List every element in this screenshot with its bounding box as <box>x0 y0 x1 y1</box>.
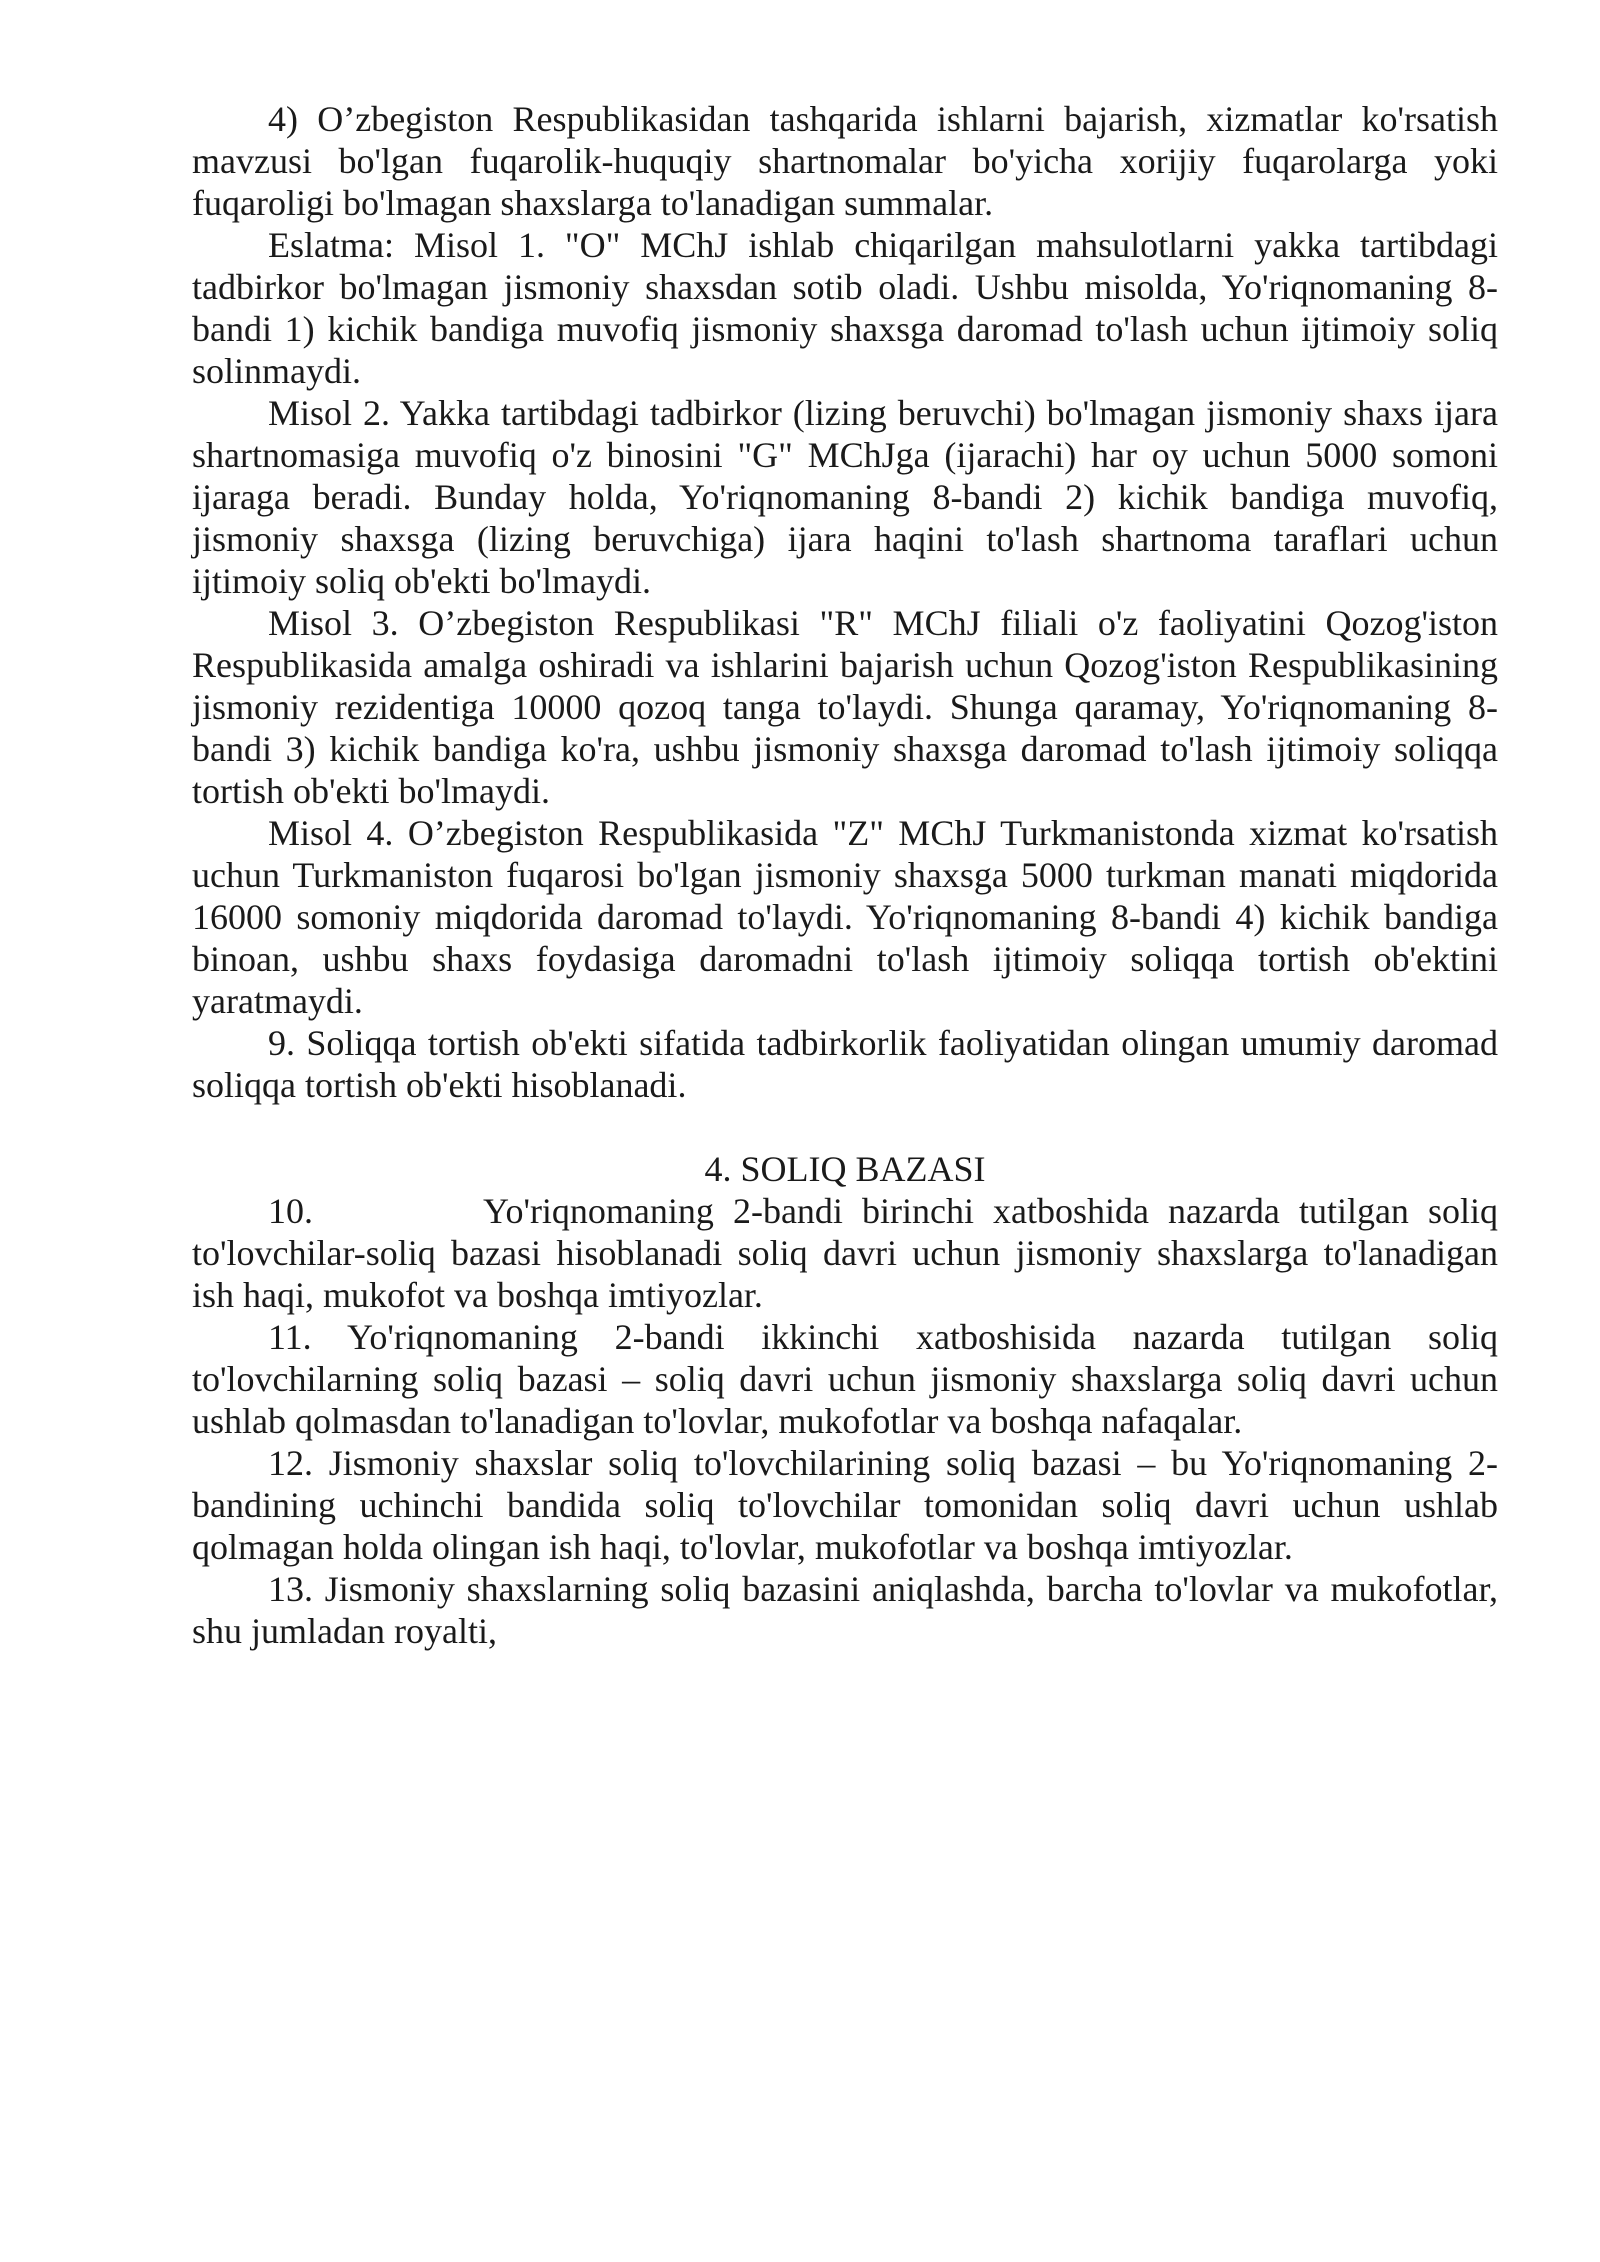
paragraph-example-3: Misol 3. O’zbegiston Respublikasi "R" MChJ filiali o'z faoliyatini Qozog'iston Respublikasida amalga oshiradi va ishlarini bajarish uchun Qozog'iston Respublikasining jismoniy rezidentiga 10000 qozoq tanga to'laydi. Shunga qaramay, Yo'riqnomaning 8-bandi 3) kichik bandiga ko'ra, ushbu jismoniy shaxsga daromad to'lash ijtimoiy soliqqa tortish ob'ekti bo'lmaydi. <box>192 603 1498 811</box>
paragraph-item-12: 12. Jismoniy shaxslar soliq to'lovchilarining soliq bazasi – bu Yo'riqnomaning 2-bandining uchinchi bandida soliq to'lovchilar tomonidan soliq davri uchun ushlab qolmagan holda olingan ish haqi, to'lovlar, mukofotlar va boshqa imtiyozlar. <box>192 1443 1498 1567</box>
document-page <box>192 98 1498 1652</box>
section-heading: 4. SOLIQ BAZASI <box>704 1149 986 1189</box>
paragraph-item-13: 13. Jismoniy shaxslarning soliq bazasini aniqlashda, barcha to'lovlar va mukofotlar, shu jumladan royalti, <box>192 1569 1498 1651</box>
paragraph-item-11: 11. Yo'riqnomaning 2-bandi ikkinchi xatboshisida nazarda tutilgan soliq to'lovchilarning soliq bazasi – soliq davri uchun jismoniy shaxslarga soliq davri uchun ushlab qolmasdan to'lanadigan to'lovlar, mukofotlar va boshqa nafaqalar. <box>192 1317 1498 1441</box>
paragraph-item-9: 9. Soliqqa tortish ob'ekti sifatida tadbirkorlik faoliyatidan olingan umumiy daromad soliqqa tortish ob'ekti hisoblanadi. <box>192 1023 1498 1105</box>
paragraph-example-4: Misol 4. O’zbegiston Respublikasida "Z" MChJ Turkmanistonda xizmat ko'rsatish uchun Turkmaniston fuqarosi bo'lgan jismoniy shaxsga 5000 turkman manati miqdorida 16000 somoniy miqdorida daromad to'laydi. Yo'riqnomaning 8-bandi 4) kichik bandiga binoan, ushbu shaxs foydasiga daromadni to'lash ijtimoiy soliqqa tortish ob'ektini yaratmaydi. <box>192 813 1498 1021</box>
paragraph-item-4-foreign-payments: 4) O’zbegiston Respublikasidan tashqarida ishlarni bajarish, xizmatlar ko'rsatish mavzusi bo'lgan fuqarolik-huquqiy shartnomalar bo'yicha xorijiy fuqarolarga yoki fuqaroligi bo'lmagan shaxslarga to'lanadigan summalar. <box>192 99 1498 223</box>
paragraph-item-10: 10. Yo'riqnomaning 2-bandi birinchi xatboshida nazarda tutilgan soliq to'lovchilar-soliq bazasi hisoblanadi soliq davri uchun jismoniy shaxslarga to'lanadigan ish haqi, mukofot va boshqa imtiyozlar. <box>192 1191 1498 1315</box>
paragraph-example-2: Misol 2. Yakka tartibdagi tadbirkor (lizing beruvchi) bo'lmagan jismoniy shaxs ijara shartnomasiga muvofiq o'z binosini "G" MChJga (ijarachi) har oy uchun 5000 somoni ijaraga beradi. Bunday holda, Yo'riqnomaning 8-bandi 2) kichik bandiga muvofiq, jismoniy shaxsga (lizing beruvchiga) ijara haqini to'lash shartnoma taraflari uchun ijtimoiy soliq ob'ekti bo'lmaydi. <box>192 393 1498 601</box>
paragraph-note-example-1: Eslatma: Misol 1. "O" MChJ ishlab chiqarilgan mahsulotlarni yakka tartibdagi tadbirkor bo'lmagan jismoniy shaxsdan sotib oladi. Ushbu misolda, Yo'riqnomaning 8-bandi 1) kichik bandiga muvofiq jismoniy shaxsga daromad to'lash uchun ijtimoiy soliq solinmaydi. <box>192 225 1498 391</box>
